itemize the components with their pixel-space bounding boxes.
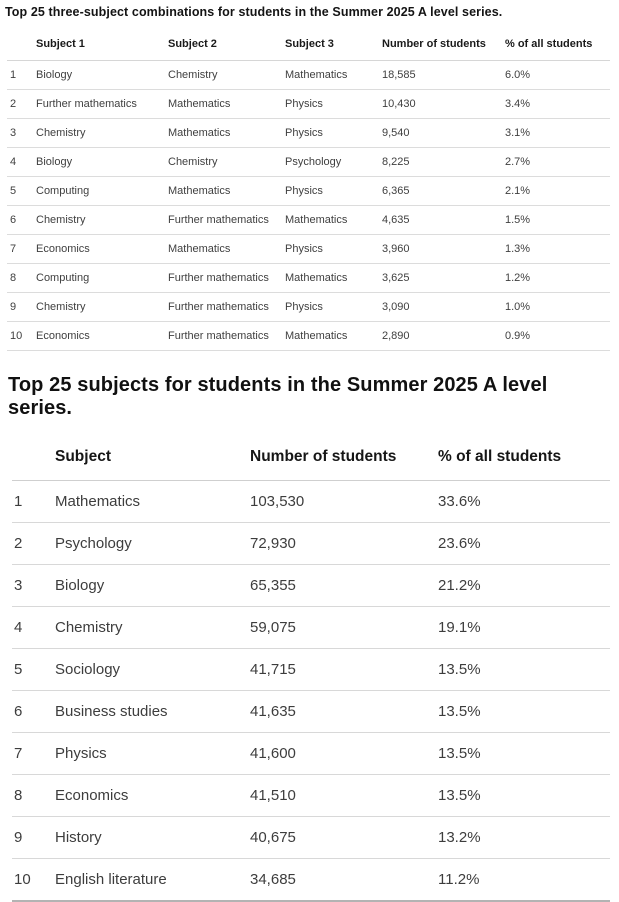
students-column-header: Number of students: [250, 436, 438, 481]
subject3-cell: Physics: [285, 90, 382, 119]
subject-cell: Biology: [55, 565, 250, 607]
subject1-cell: Further mathematics: [36, 90, 168, 119]
students-cell: 3,090: [382, 293, 505, 322]
table-row: [12, 523, 610, 565]
pct-cell: 1.5%: [505, 206, 610, 235]
subject3-cell: Physics: [285, 235, 382, 264]
table-row: [7, 206, 610, 235]
subject-cell: Business studies: [55, 691, 250, 733]
subject1-cell: Biology: [36, 61, 168, 90]
rank-cell: 10: [7, 322, 36, 351]
students-cell: 40,675: [250, 817, 438, 859]
students-cell: 72,930: [250, 523, 438, 565]
students-cell: 18,585: [382, 61, 505, 90]
pct-cell: 13.5%: [438, 649, 610, 691]
subject-cell: Chemistry: [55, 607, 250, 649]
students-cell: 8,225: [382, 148, 505, 177]
pct-column-header: % of all students: [438, 436, 610, 481]
table-row: [12, 775, 610, 817]
pct-cell: 3.1%: [505, 119, 610, 148]
table-row: [7, 264, 610, 293]
rank-cell: 1: [12, 481, 55, 523]
pct-cell: 0.9%: [505, 322, 610, 351]
subject1-cell: Economics: [36, 235, 168, 264]
pct-cell: 13.2%: [438, 817, 610, 859]
students-cell: 10,430: [382, 90, 505, 119]
rank-cell: 10: [12, 859, 55, 902]
subject2-cell: Further mathematics: [168, 206, 285, 235]
subject1-cell: Chemistry: [36, 206, 168, 235]
subject1-column-header: Subject 1: [36, 28, 168, 61]
students-cell: 41,635: [250, 691, 438, 733]
subject3-cell: Mathematics: [285, 264, 382, 293]
rank-cell: 9: [12, 817, 55, 859]
table-row: [12, 607, 610, 649]
table-row: [7, 293, 610, 322]
students-cell: 103,530: [250, 481, 438, 523]
pct-cell: 6.0%: [505, 61, 610, 90]
pct-column-header: % of all students: [505, 28, 610, 61]
subject-cell: History: [55, 817, 250, 859]
combinations-header-row: [7, 28, 610, 61]
students-column-header: Number of students: [382, 28, 505, 61]
subjects-table-title: Top 25 subjects for students in the Summer 2025 A level series.: [8, 374, 548, 419]
subject3-cell: Physics: [285, 177, 382, 206]
subject1-cell: Chemistry: [36, 293, 168, 322]
table-row: [7, 148, 610, 177]
subject2-cell: Further mathematics: [168, 264, 285, 293]
rank-cell: 3: [7, 119, 36, 148]
subject1-cell: Computing: [36, 264, 168, 293]
subject2-cell: Mathematics: [168, 177, 285, 206]
subject1-cell: Biology: [36, 148, 168, 177]
subject2-cell: Mathematics: [168, 235, 285, 264]
pct-cell: 1.2%: [505, 264, 610, 293]
subject3-cell: Physics: [285, 119, 382, 148]
subject2-cell: Mathematics: [168, 119, 285, 148]
pct-cell: 1.3%: [505, 235, 610, 264]
pct-cell: 13.5%: [438, 691, 610, 733]
subject1-cell: Computing: [36, 177, 168, 206]
students-cell: 34,685: [250, 859, 438, 902]
subject2-cell: Further mathematics: [168, 322, 285, 351]
rank-cell: 6: [12, 691, 55, 733]
rank-cell: 2: [7, 90, 36, 119]
students-cell: 3,960: [382, 235, 505, 264]
subject3-cell: Mathematics: [285, 61, 382, 90]
subject2-cell: Chemistry: [168, 148, 285, 177]
subject-cell: Sociology: [55, 649, 250, 691]
table-row: [12, 817, 610, 859]
pct-cell: 33.6%: [438, 481, 610, 523]
pct-cell: 13.5%: [438, 733, 610, 775]
subject2-cell: Further mathematics: [168, 293, 285, 322]
combinations-table-title: Top 25 three-subject combinations for students in the Summer 2025 A level series.: [5, 5, 503, 19]
subjects-header-row: [12, 436, 610, 481]
table-row: [12, 649, 610, 691]
rank-cell: 8: [12, 775, 55, 817]
students-cell: 2,890: [382, 322, 505, 351]
table-row: [7, 235, 610, 264]
subject1-cell: Economics: [36, 322, 168, 351]
pct-cell: 13.5%: [438, 775, 610, 817]
rank-cell: 6: [7, 206, 36, 235]
rank-cell: 7: [12, 733, 55, 775]
students-cell: 6,365: [382, 177, 505, 206]
subject3-cell: Mathematics: [285, 322, 382, 351]
table-row: [12, 859, 610, 902]
subject2-cell: Chemistry: [168, 61, 285, 90]
students-cell: 59,075: [250, 607, 438, 649]
rank-column-header: [12, 436, 55, 481]
students-cell: 41,715: [250, 649, 438, 691]
subject-cell: Physics: [55, 733, 250, 775]
students-cell: 41,510: [250, 775, 438, 817]
pct-cell: 23.6%: [438, 523, 610, 565]
table-row: [12, 481, 610, 523]
subject-cell: Mathematics: [55, 481, 250, 523]
table-row: [12, 565, 610, 607]
table-row: [7, 177, 610, 206]
subject-cell: Economics: [55, 775, 250, 817]
table-row: [7, 90, 610, 119]
pct-cell: 1.0%: [505, 293, 610, 322]
pct-cell: 2.1%: [505, 177, 610, 206]
students-cell: 4,635: [382, 206, 505, 235]
rank-cell: 2: [12, 523, 55, 565]
subject3-cell: Mathematics: [285, 206, 382, 235]
subject1-cell: Chemistry: [36, 119, 168, 148]
rank-cell: 4: [7, 148, 36, 177]
rank-cell: 3: [12, 565, 55, 607]
rank-column-header: [7, 28, 36, 61]
students-cell: 41,600: [250, 733, 438, 775]
rank-cell: 7: [7, 235, 36, 264]
table-row: [12, 691, 610, 733]
students-cell: 9,540: [382, 119, 505, 148]
table-row: [7, 61, 610, 90]
students-cell: 65,355: [250, 565, 438, 607]
pct-cell: 11.2%: [438, 859, 610, 902]
rank-cell: 5: [7, 177, 36, 206]
subject3-cell: Physics: [285, 293, 382, 322]
subject-cell: English literature: [55, 859, 250, 902]
rank-cell: 4: [12, 607, 55, 649]
subject3-column-header: Subject 3: [285, 28, 382, 61]
subjects-table: [12, 436, 610, 902]
table-row: [7, 322, 610, 351]
pct-cell: 3.4%: [505, 90, 610, 119]
subject-cell: Psychology: [55, 523, 250, 565]
subject2-column-header: Subject 2: [168, 28, 285, 61]
subject2-cell: Mathematics: [168, 90, 285, 119]
table-row: [12, 733, 610, 775]
subject3-cell: Psychology: [285, 148, 382, 177]
pct-cell: 19.1%: [438, 607, 610, 649]
pct-cell: 2.7%: [505, 148, 610, 177]
table-row: [7, 119, 610, 148]
rank-cell: 1: [7, 61, 36, 90]
subject-column-header: Subject: [55, 436, 250, 481]
pct-cell: 21.2%: [438, 565, 610, 607]
rank-cell: 5: [12, 649, 55, 691]
students-cell: 3,625: [382, 264, 505, 293]
rank-cell: 9: [7, 293, 36, 322]
rank-cell: 8: [7, 264, 36, 293]
combinations-table: [7, 28, 610, 351]
